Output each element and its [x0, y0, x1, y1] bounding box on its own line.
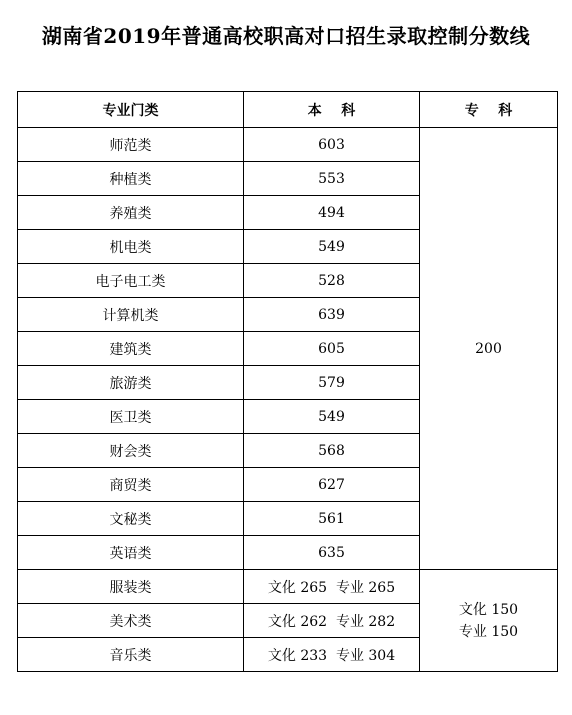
undergrad-score-cell: 561: [244, 502, 420, 536]
category-cell: 计算机类: [18, 298, 244, 332]
category-cell: 英语类: [18, 536, 244, 570]
undergrad-score-cell: 494: [244, 196, 420, 230]
junior-score-cell-group2: [420, 570, 558, 672]
undergrad-score-cell: 528: [244, 264, 420, 298]
undergrad-score-cell: 627: [244, 468, 420, 502]
table-row: [18, 128, 558, 162]
junior-major-score: 专业 150: [458, 623, 519, 640]
header-category: 专业门类: [18, 92, 244, 128]
undergrad-score-cell: 635: [244, 536, 420, 570]
header-undergrad: 本 科: [244, 92, 420, 128]
table-row: [18, 570, 558, 604]
undergrad-score-cell: 579: [244, 366, 420, 400]
score-table: [17, 91, 558, 672]
category-cell: 电子电工类: [18, 264, 244, 298]
category-cell: 商贸类: [18, 468, 244, 502]
undergrad-score-cell: 553: [244, 162, 420, 196]
category-cell: 建筑类: [18, 332, 244, 366]
junior-score-cell-group1: 200: [420, 128, 558, 570]
undergrad-score-cell: 文化 233 专业 304: [244, 638, 420, 672]
undergrad-score-cell: 568: [244, 434, 420, 468]
undergrad-score-cell: 文化 262 专业 282: [244, 604, 420, 638]
undergrad-score-cell: 549: [244, 230, 420, 264]
category-cell: 服装类: [18, 570, 244, 604]
undergrad-score-cell: 文化 265 专业 265: [244, 570, 420, 604]
undergrad-score-cell: 549: [244, 400, 420, 434]
undergrad-score-cell: 639: [244, 298, 420, 332]
undergrad-score-cell: 605: [244, 332, 420, 366]
table-header-row: [18, 92, 558, 128]
category-cell: 财会类: [18, 434, 244, 468]
undergrad-score-cell: 603: [244, 128, 420, 162]
category-cell: 美术类: [18, 604, 244, 638]
header-junior: 专 科: [420, 92, 558, 128]
category-cell: 养殖类: [18, 196, 244, 230]
category-cell: 音乐类: [18, 638, 244, 672]
category-cell: 机电类: [18, 230, 244, 264]
category-cell: 文秘类: [18, 502, 244, 536]
category-cell: 师范类: [18, 128, 244, 162]
junior-culture-score: 文化 150: [458, 601, 519, 618]
category-cell: 医卫类: [18, 400, 244, 434]
category-cell: 种植类: [18, 162, 244, 196]
category-cell: 旅游类: [18, 366, 244, 400]
page-title: 湖南省2019年普通高校职高对口招生录取控制分数线: [41, 24, 531, 48]
